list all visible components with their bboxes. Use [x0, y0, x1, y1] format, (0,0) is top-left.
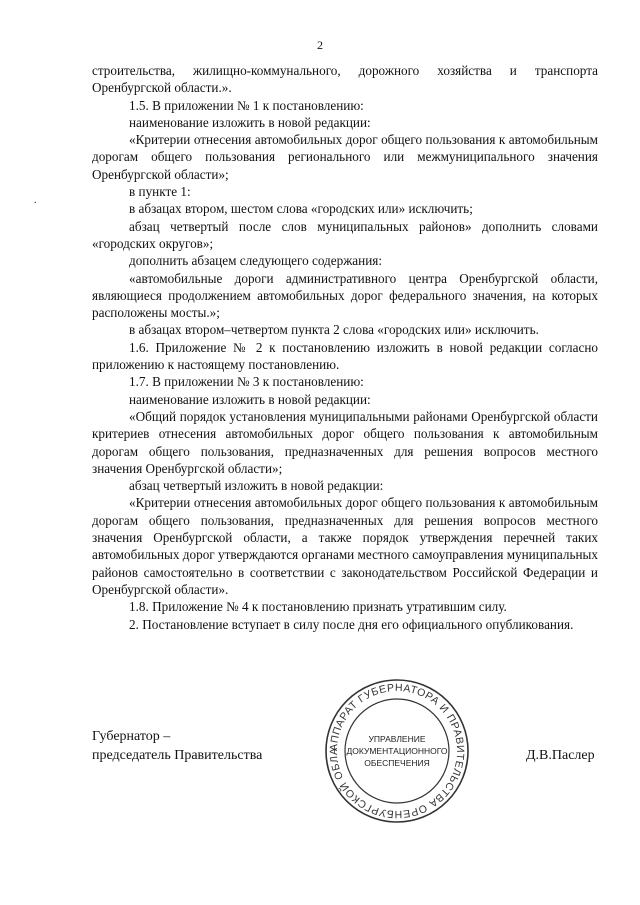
paragraph: в абзацах втором, шестом слова «городских или» исключить;: [129, 201, 473, 217]
signatory-position-line2: председатель Правительства: [92, 748, 263, 763]
paragraph: абзац четвертый после слов муниципальных районов» дополнить словами «городских округов»;: [92, 218, 598, 251]
paragraph: 1.7. В приложении № 3 к постановлению:: [129, 374, 364, 390]
page-number: 2: [317, 38, 323, 52]
signatory-name: Д.В.Паслер: [526, 748, 595, 763]
paragraph: «Критерии отнесения автомобильных дорог общего пользования к автомобильным дорогам общего пользования регионального или межмуниципального значения Оренбургской области»;: [92, 132, 598, 182]
paragraph: в абзацах втором–четвертом пункта 2 слова «городских или» исключить.: [129, 322, 539, 338]
official-stamp: [322, 676, 472, 826]
stamp-center-line2: ДОКУМЕНТАЦИОННОГО: [346, 746, 448, 756]
stamp-center-line1: УПРАВЛЕНИЕ: [368, 734, 426, 744]
paragraph: наименование изложить в новой редакции:: [129, 391, 371, 407]
stamp-center-line3: ОБЕСПЕЧЕНИЯ: [364, 758, 430, 768]
paragraph: абзац четвертый изложить в новой редакции:: [129, 478, 384, 494]
paragraph: строительства, жилищно-коммунального, дорожного хозяйства и транспорта Оренбургской области.».: [92, 63, 598, 96]
signatory-position-line1: Губернатор –: [92, 729, 171, 744]
document-body: [92, 62, 598, 633]
stamp-seal: [322, 676, 472, 826]
paragraph: в пункте 1:: [129, 184, 191, 200]
paragraph: 1.6. Приложение № 2 к постановлению изложить в новой редакции согласно приложению к настоящему постановлению.: [92, 339, 598, 373]
margin-mark: .: [34, 195, 37, 206]
paragraph: «автомобильные дороги административного центра Оренбургской области, являющиеся продолжением автомобильных дорог федерального значения, на которых расположены мосты.»;: [92, 270, 598, 321]
paragraph: «Критерии отнесения автомобильных дорог общего пользования к автомобильным дорогам общего пользования, предназначенных для решения вопросов местного значения Оренбургской области, а также порядок утверждения перечней таких автомобильных дорог утверждаются органами местного самоуправления муниципальных районов самостоятельно в соответствии с законодательством Российской Федерации и Оренбургской области».: [92, 495, 598, 597]
paragraph: 1.8. Приложение № 4 к постановлению признать утратившим силу.: [129, 599, 507, 615]
paragraph: 2. Постановление вступает в силу после дня его официального опубликования.: [129, 616, 574, 632]
paragraph: «Общий порядок установления муниципальными районами Оренбургской области критериев отнесения автомобильных дорог общего пользования к автомобильным дорогам общего пользования, предназначенных для решения вопросов местного значения Оренбургской области»;: [92, 408, 598, 476]
signatory-position: [92, 727, 262, 765]
paragraph: 1.5. В приложении № 1 к постановлению:: [129, 97, 364, 113]
paragraph: дополнить абзацем следующего содержания:: [129, 253, 383, 269]
paragraph: наименование изложить в новой редакции:: [129, 114, 371, 130]
stamp-ring-text: АППАРАТ ГУБЕРНАТОРА И ПРАВИТЕЛЬСТВА ОРЕНБУРГСКОЙ ОБЛА: [327, 681, 467, 821]
